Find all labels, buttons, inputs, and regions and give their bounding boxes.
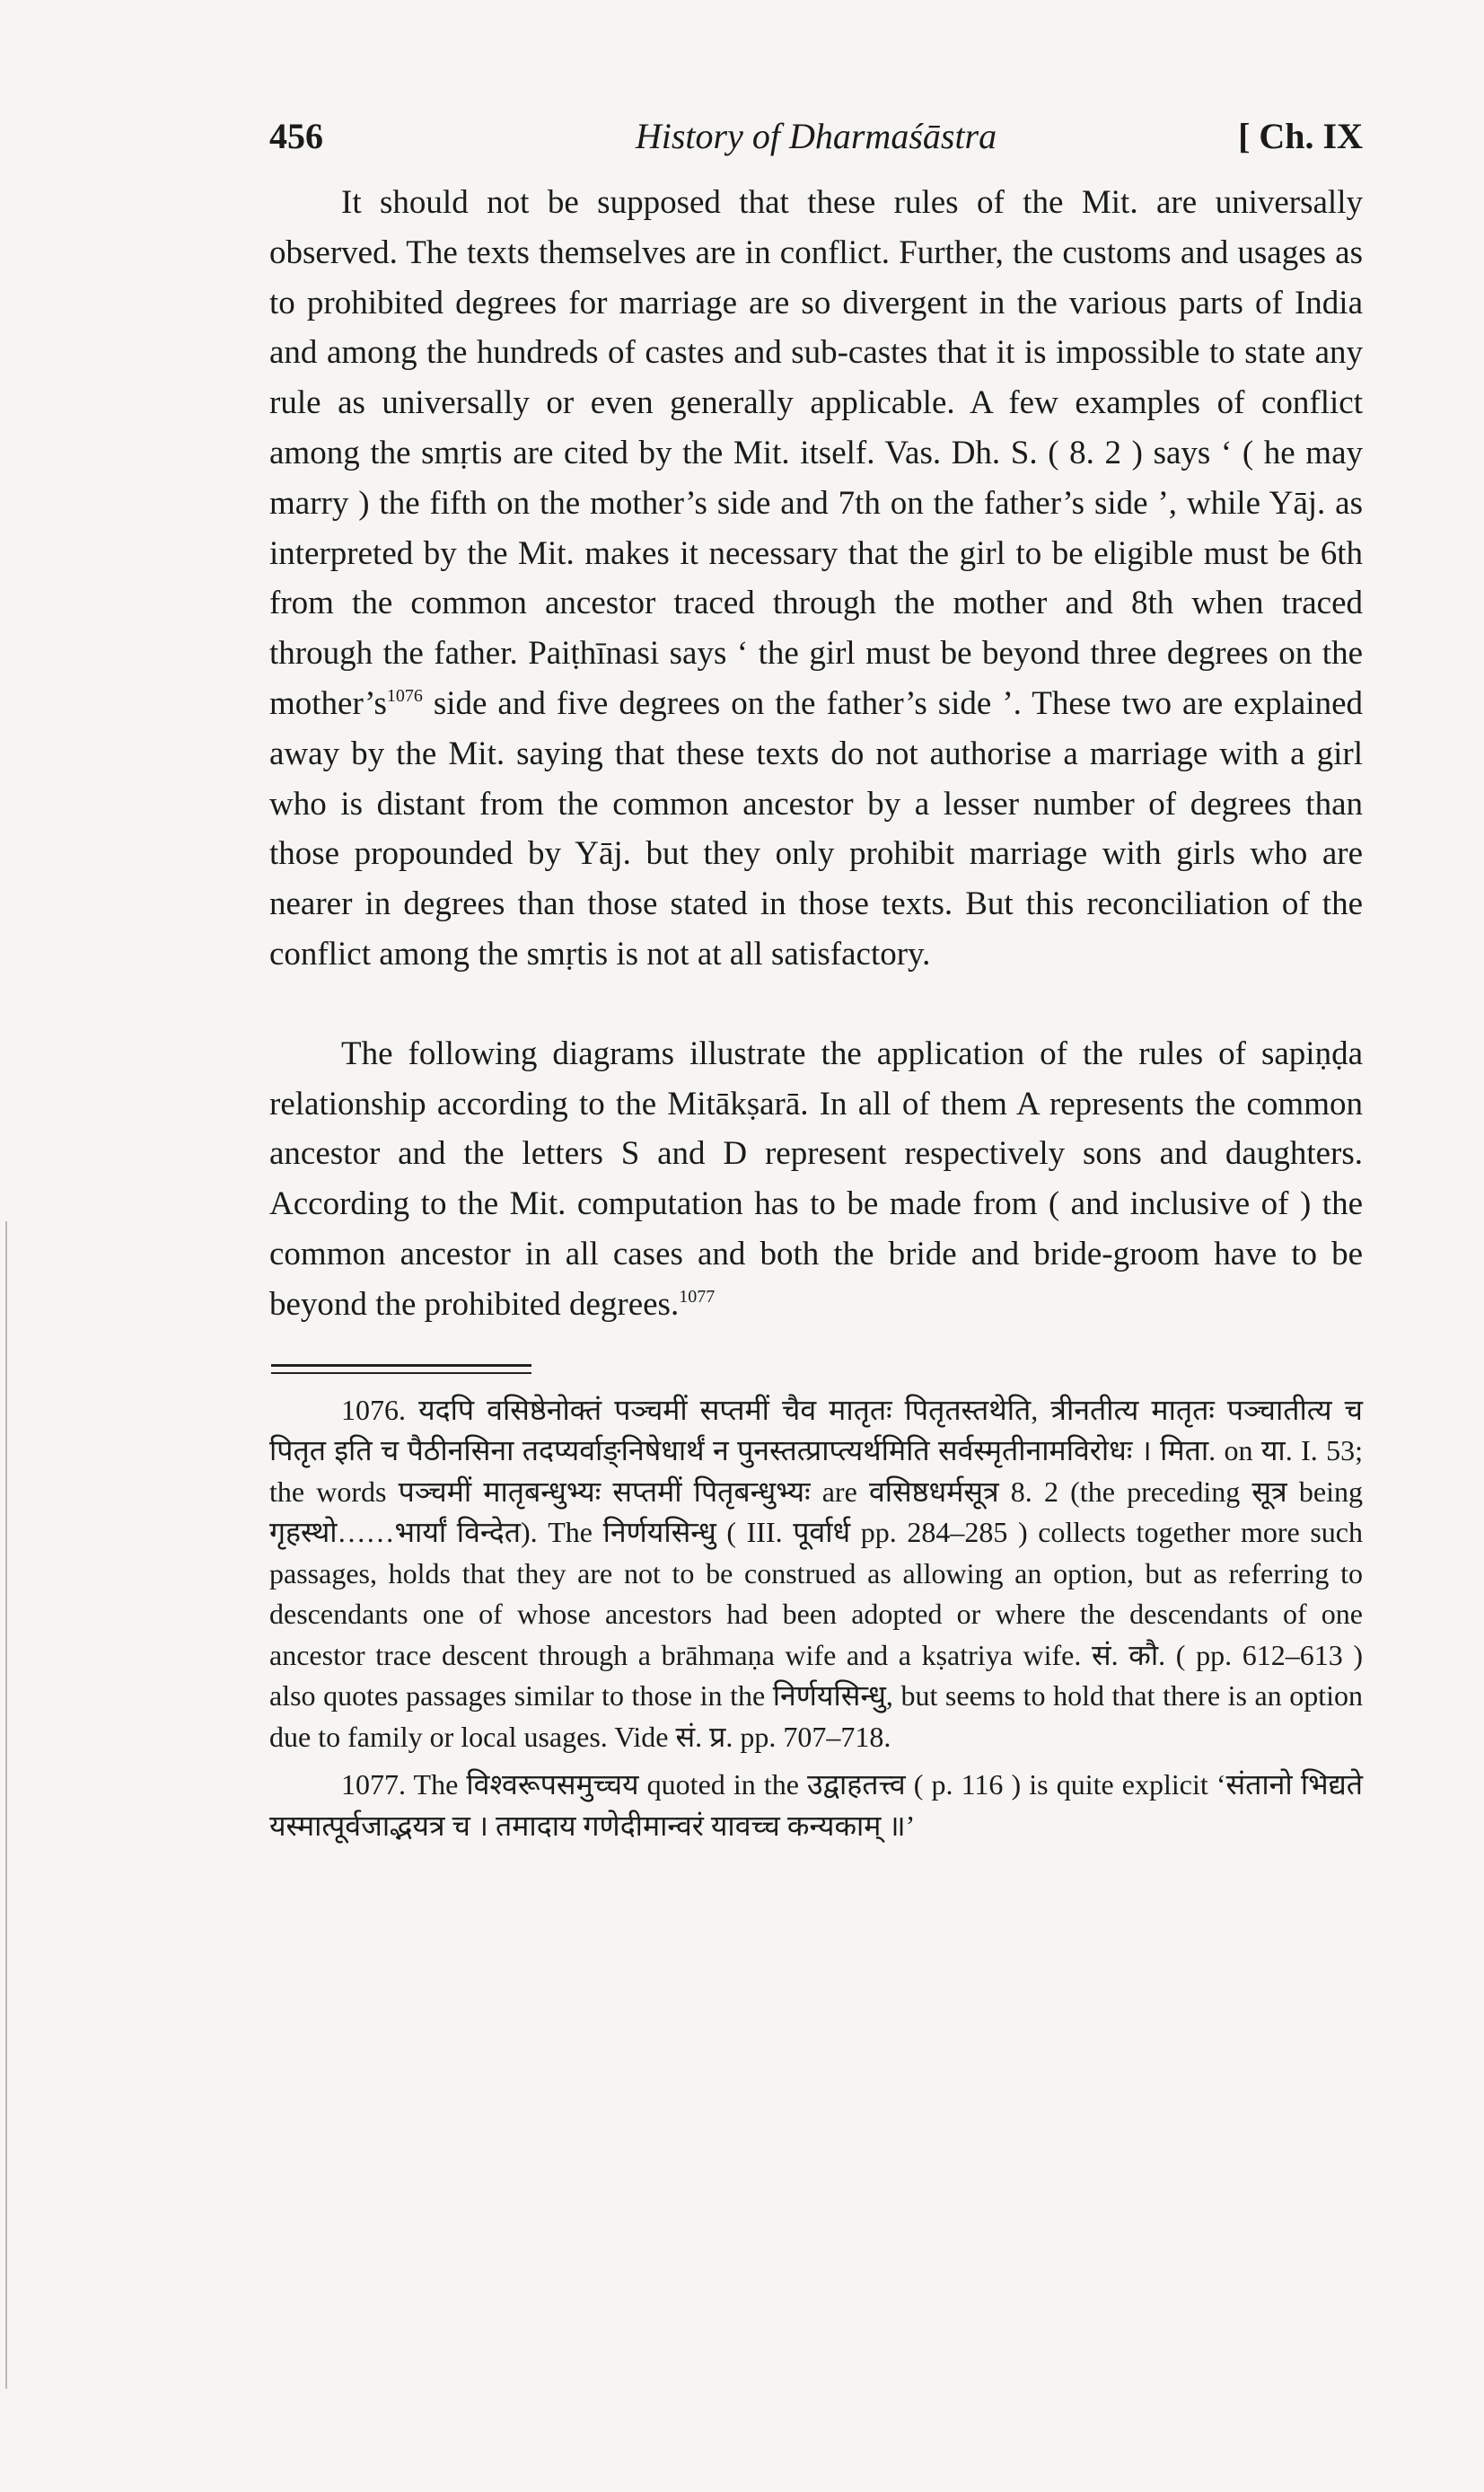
chapter-label: [ Ch. IX bbox=[1238, 116, 1363, 156]
paragraph-2 bbox=[269, 1029, 1363, 1330]
paragraph-1-text: It should not be supposed that these rules of the Mit. are universally observed. The texts themselves are in conflict. Further, the customs and usages as to prohibited degrees for marriage are so divergent in the various parts of India and among the hundreds of castes and sub-castes that it is impossible to state any rule as universally or even generally applicable. A few examples of conflict among the smṛtis are cited by the Mit. itself. Vas. Dh. S. ( 8. 2 ) says ‘ ( he may marry ) the fifth on the mother’s side and 7th on the father’s side ’, while Yāj. as interpreted by the Mit. makes it necessary that the girl to be eligible must be 6th from the common ancestor traced through the mother and 8th when traced through the father. Paiṭhīnasi says ‘ the girl must be beyond three degrees on the mother’s bbox=[269, 184, 1363, 722]
footnote-ref-1077: 1077 bbox=[679, 1286, 716, 1307]
page-number: 456 bbox=[269, 116, 323, 156]
running-head bbox=[269, 115, 1363, 178]
running-title: History of Dharmaśāstra bbox=[635, 116, 997, 156]
paragraph-1-cont: side and five degrees on the father’s side ’. These two are explained away by the Mit. saying that these texts do not authorise a marriage with a girl who is distant from the common ancestor by a lesser number of degrees than those propounded by Yāj. but they only prohibit marriage with girls who are nearer in degrees than those stated in those texts. But this reconciliation of the conflict among the smṛtis is not at all satisfactory. bbox=[269, 684, 1363, 973]
paragraph-2-text: The following diagrams illustrate the application of the rules of sapiṇḍa relationship according to the Mitākṣarā. In all of them A represents the common ancestor and the letters S and D represent respectively sons and daughters. According to the Mit. computation has to be made from ( and inclusive of ) the common ancestor in all cases and both the bride and bride-groom have to be beyond the prohibited degrees. bbox=[269, 1035, 1363, 1323]
paragraph-1 bbox=[269, 178, 1363, 980]
page bbox=[269, 115, 1363, 1846]
footnotes bbox=[269, 1390, 1363, 1847]
footnote-ref-1076: 1076 bbox=[386, 685, 423, 706]
footnote-1076: 1076. यदपि वसिष्ठेनोक्तं पञ्चमीं सप्तमीं चैव मातृतः पितृतस्तथेति, त्रीनतीत्य मातृतः पञ्चातीत्य च पितृत इति च पैठीनसिना तदप्यर्वाङ्निषेधार्थं न पुनस्तत्प्राप्त्यर्थमिति सर्वस्मृतीनामविरोधः । मिता. on या. I. 53; the words पञ्चमीं मातृबन्धुभ्यः सप्तमीं पितृबन्धुभ्यः are वसिष्ठधर्मसूत्र 8. 2 (the preceding सूत्र being गृहस्थो……भार्यां विन्देत). The निर्णयसिन्धु ( III. पूर्वार्ध pp. 284–285 ) collects together more such passages, holds that they are not to be construed as allowing an option, but as referring to descendants one of whose ancestors had been adopted or where the descendants of one ancestor trace descent through a brāhmaṇa wife and a kṣatriya wife. सं. कौ. ( pp. 612–613 ) also quotes passages similar to those in the निर्णयसिन्धु, but seems to hold that there is an option due to family or local usages. Vide सं. प्र. pp. 707–718. bbox=[269, 1393, 1363, 1753]
footnote-rule bbox=[271, 1364, 531, 1374]
scan-margin-line bbox=[5, 1221, 7, 2389]
footnote-1077: 1077. The विश्वरूपसमुच्चय quoted in the उद्वाहतत्त्व ( p. 116 ) is quite explicit ‘संतानो भिद्यते यस्मात्पूर्वजाद्भयत्र च । तमादाय गणेदीमान्वरं यावच्च कन्यकाम् ॥’ bbox=[269, 1768, 1363, 1842]
